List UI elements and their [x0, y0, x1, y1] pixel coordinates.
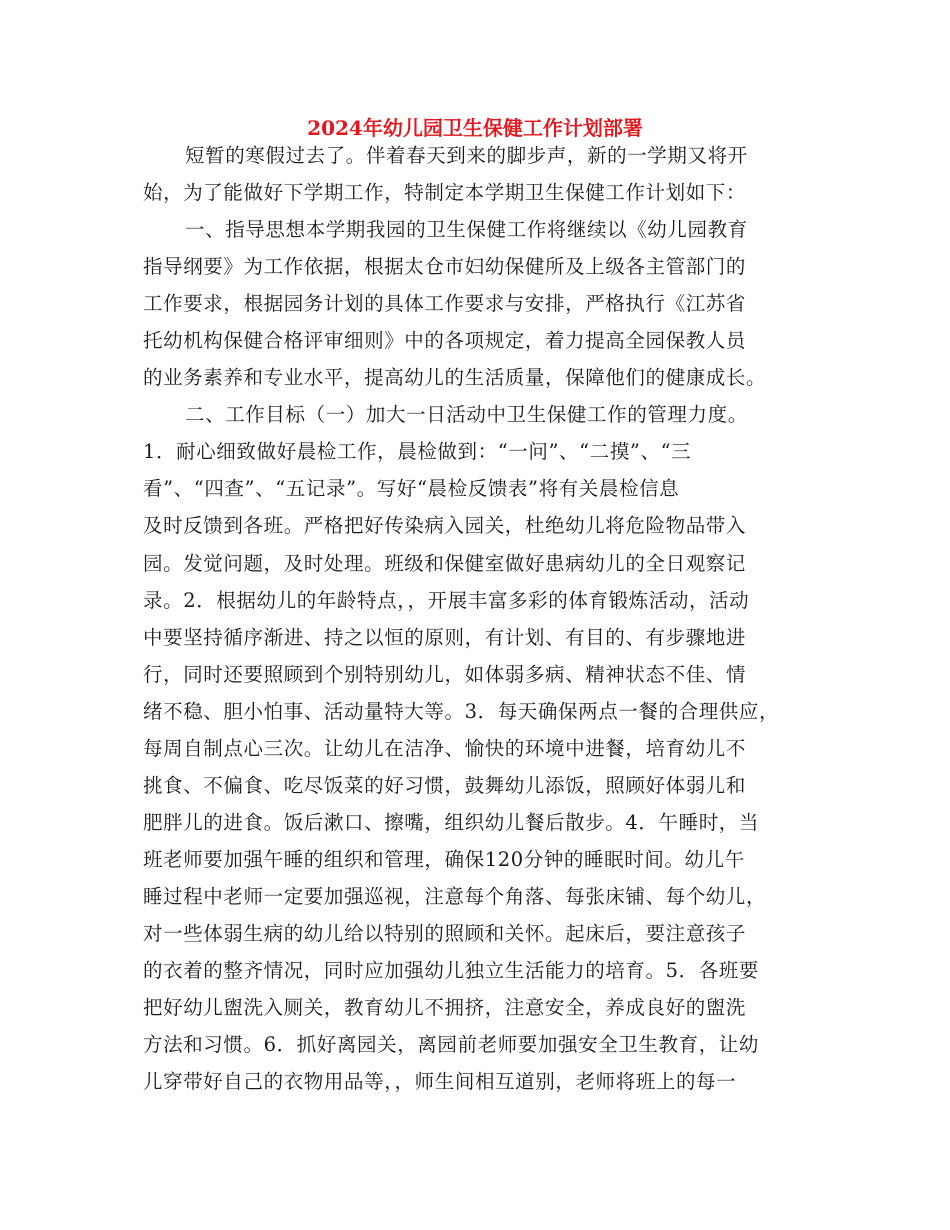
document-body: [143, 137, 823, 1100]
paragraph-line: 的业务素养和专业水平，提高幼儿的生活质量，保障他们的健康成长。: [143, 366, 767, 390]
paragraph-line: 看”、“四查”、“五记录”。写好“晨检反馈表”将有关晨检信息: [143, 477, 680, 501]
paragraph-line: 方法和习惯。6．抓好离园关，离园前老师要加强安全卫生教育，让幼: [143, 1033, 760, 1057]
paragraph-line: 1．耐心细致做好晨检工作，晨检做到：“一问”、“二摸”、“三: [143, 440, 692, 464]
paragraph-line: 对一些体弱生病的幼儿给以特别的照顾和关怀。起床后，要注意孩子: [143, 921, 747, 945]
paragraph-line: 行，同时还要照顾到个别特别幼儿，如体弱多病、精神状态不佳、情: [143, 662, 747, 686]
paragraph-line: 把好幼儿盥洗入厕关，教育幼儿不拥挤，注意安全，养成良好的盥洗: [143, 996, 747, 1020]
paragraph-line: 每周自制点心三次。让幼儿在洁净、愉快的环境中进餐，培育幼儿不: [143, 736, 747, 760]
paragraph-line: 班老师要加强午睡的组织和管理，确保120分钟的睡眠时间。幼儿午: [143, 847, 745, 871]
paragraph-line: 托幼机构保健合格评审细则》中的各项规定，着力提高全园保教人员: [143, 329, 747, 353]
paragraph-line: 的衣着的整齐情况，同时应加强幼儿独立生活能力的培育。5．各班要: [143, 959, 760, 983]
paragraph-line: 及时反馈到各班。严格把好传染病入园关，杜绝幼儿将危险物品带入: [143, 514, 747, 538]
paragraph-line: 短暂的寒假过去了。伴着春天到来的脚步声，新的一学期又将开: [185, 144, 748, 167]
paragraph-line: 始，为了能做好下学期工作，特制定本学期卫生保健工作计划如下：: [143, 181, 747, 205]
paragraph-line: 绪不稳、胆小怕事、活动量特大等。3．每天确保两点一餐的合理供应，: [143, 699, 780, 723]
paragraph-line: 一、指导思想本学期我园的卫生保健工作将继续以《幼儿园教育: [185, 218, 748, 242]
paragraph-line: 肥胖儿的进食。饭后漱口、擦嘴，组织幼儿餐后散步。4．午睡时，当: [143, 810, 760, 834]
paragraph-line: 工作要求，根据园务计划的具体工作要求与安排，严格执行《江苏省: [143, 292, 747, 316]
document-title: 2024年幼儿园卫生保健工作计划部署: [307, 116, 643, 140]
paragraph-line: 儿穿带好自己的衣物用品等，，师生间相互道别，老师将班上的每一: [143, 1070, 737, 1094]
paragraph-line: 二、工作目标（一）加大一日活动中卫生保健工作的管理力度。: [185, 403, 748, 427]
paragraph-line: 挑食、不偏食、吃尽饭菜的好习惯，鼓舞幼儿添饭，照顾好体弱儿和: [143, 773, 747, 797]
paragraph-line: 录。2．根据幼儿的年龄特点，，开展丰富多彩的体育锻炼活动，活动: [143, 588, 750, 612]
paragraph-line: 园。发觉问题，及时处理。班级和保健室做好患病幼儿的全日观察记: [143, 551, 747, 575]
paragraph-line: 中要坚持循序渐进、持之以恒的原则，有计划、有目的、有步骤地进: [143, 625, 747, 649]
paragraph-line: 指导纲要》为工作依据，根据太仓市妇幼保健所及上级各主管部门的: [143, 255, 747, 279]
paragraph-line: 睡过程中老师一定要加强巡视，注意每个角落、每张床铺、每个幼儿，: [143, 884, 767, 908]
